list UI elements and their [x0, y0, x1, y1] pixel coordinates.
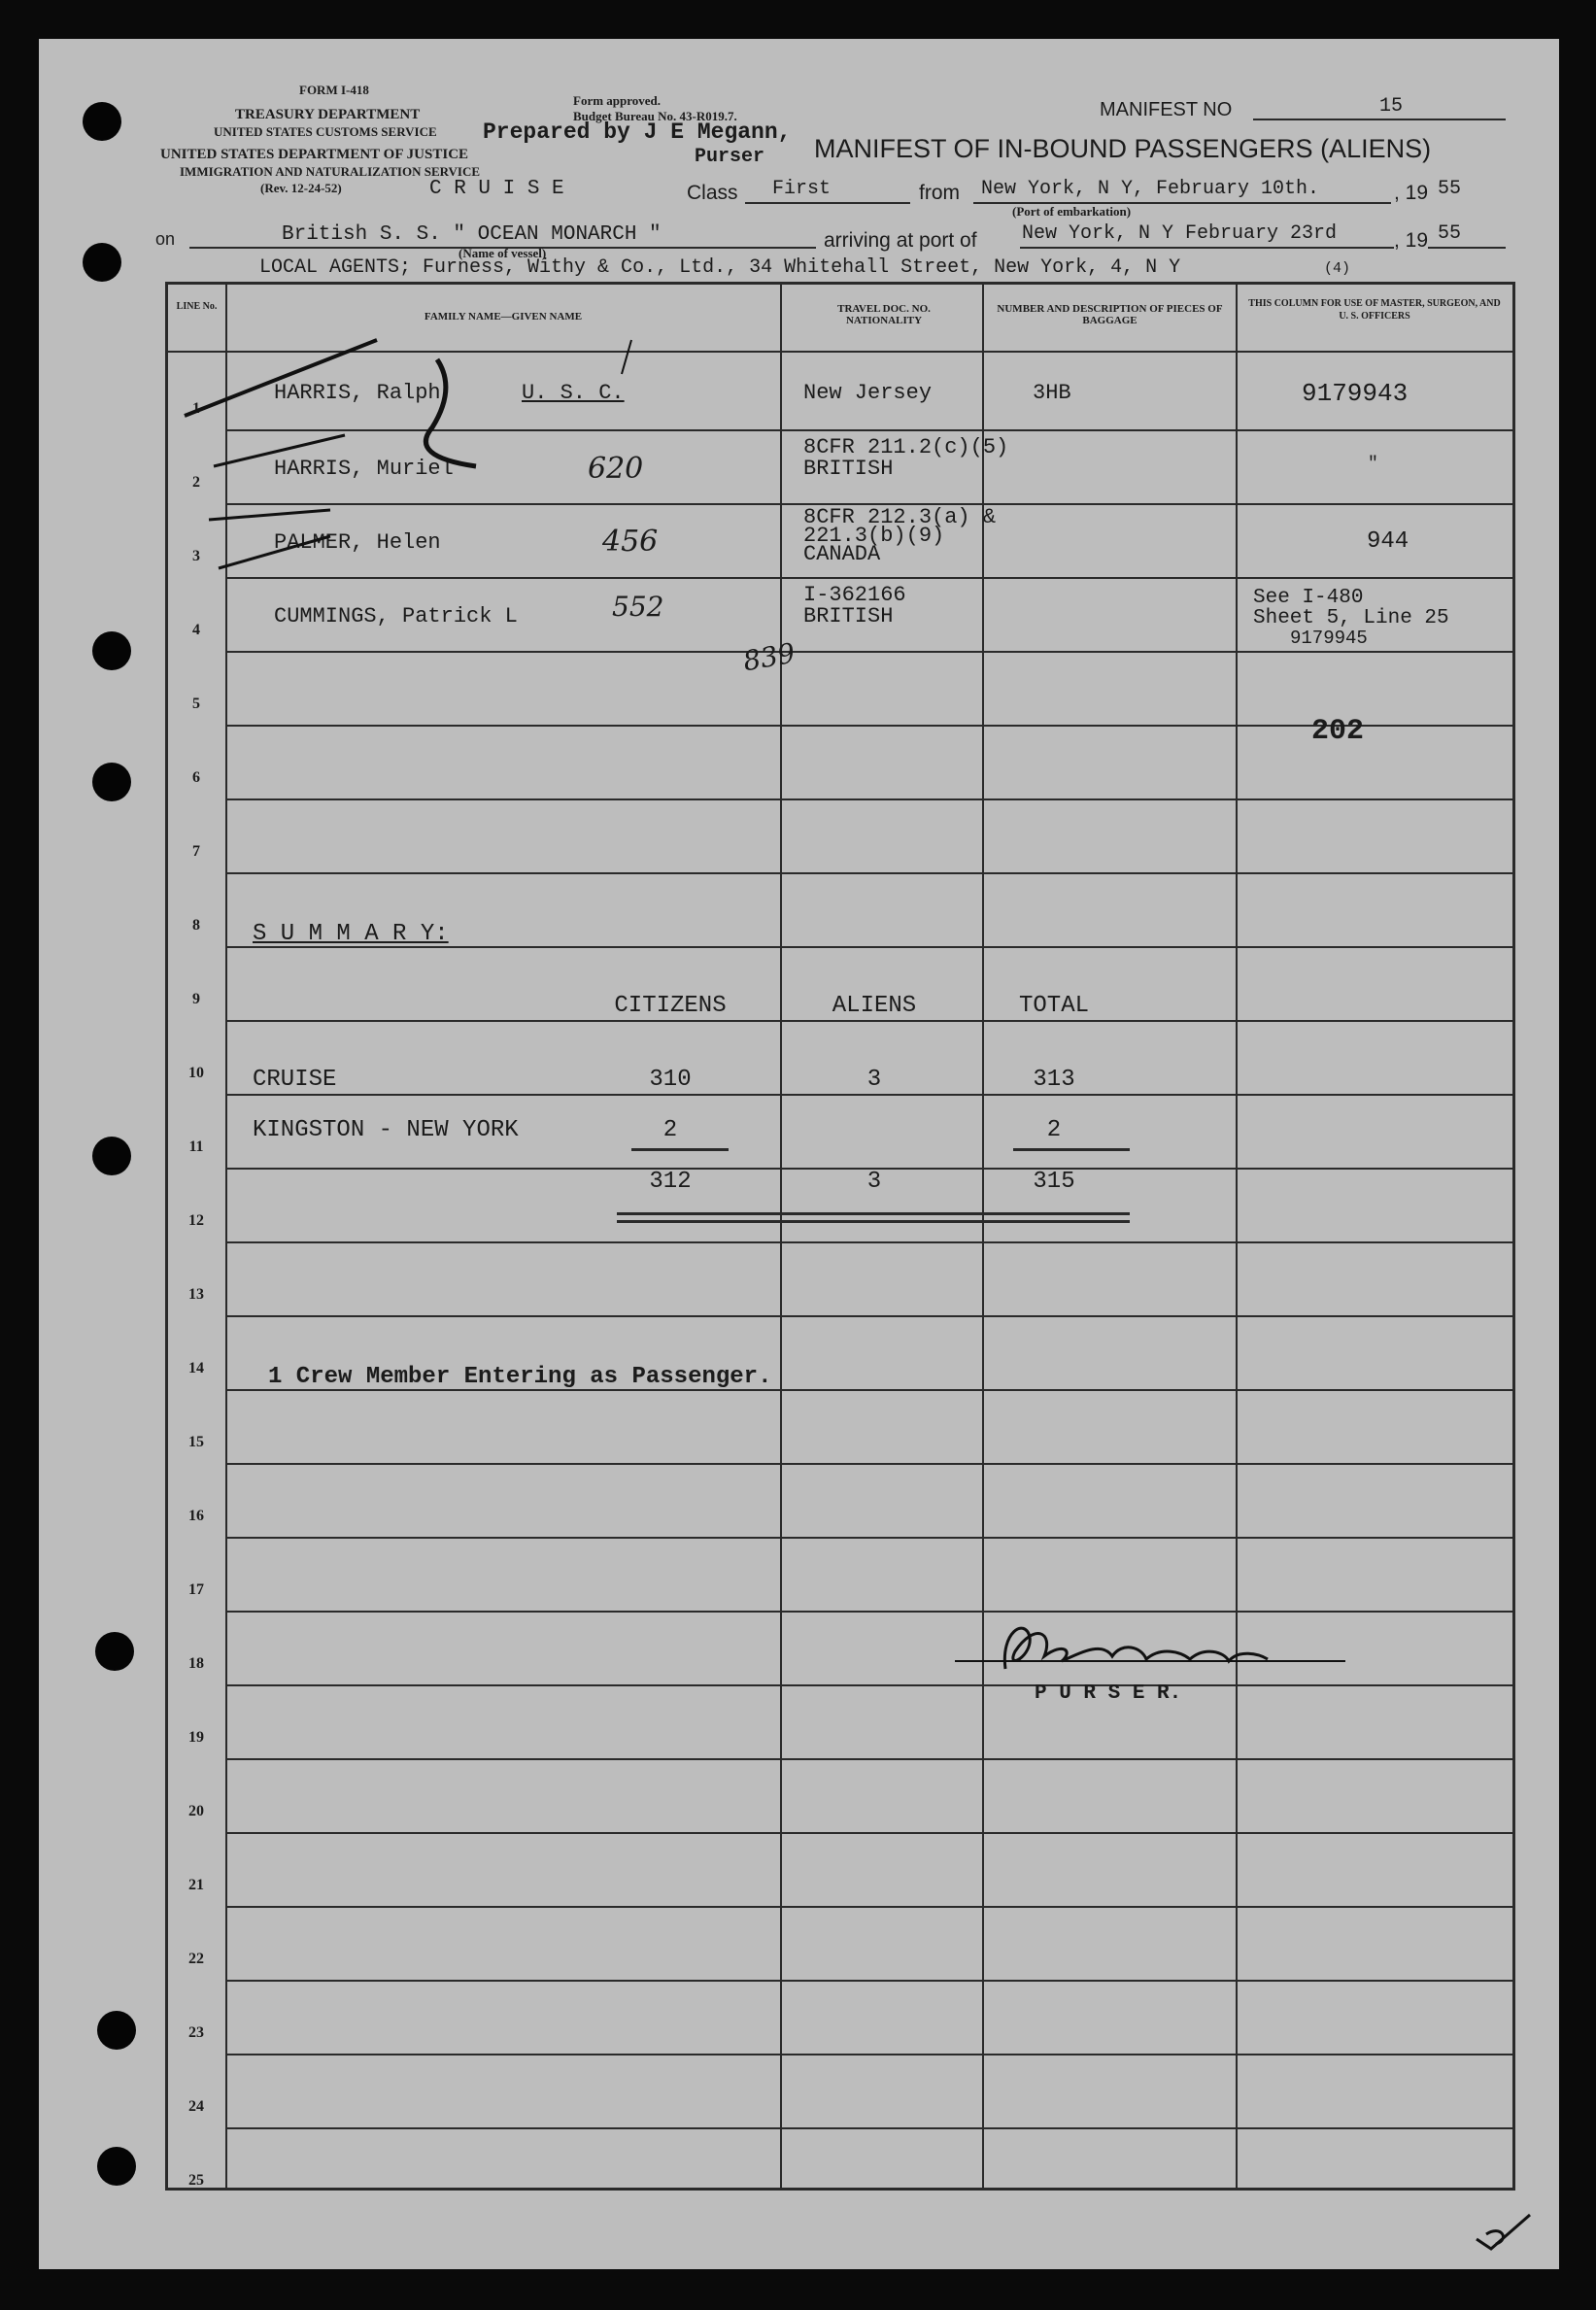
punch-hole: [92, 1137, 131, 1175]
line-number: 20: [188, 1803, 204, 1819]
line-number: 16: [188, 1508, 204, 1524]
line-number: 13: [188, 1286, 204, 1303]
summary-grand-total: 315: [1033, 1169, 1075, 1195]
punch-hole: [97, 2011, 136, 2050]
officer-note: Sheet 5, Line 25: [1253, 607, 1449, 629]
summary-row-label: KINGSTON - NEW YORK: [253, 1117, 519, 1143]
punch-hole: [83, 243, 121, 282]
from-label: from: [919, 182, 960, 204]
row-rule: [225, 1463, 1514, 1465]
line-number: 18: [188, 1655, 204, 1672]
officer-note: 944: [1367, 528, 1409, 555]
summary-header-citizens: CITIZENS: [614, 993, 727, 1019]
immigration-service: IMMIGRATION AND NATURALIZATION SERVICE: [180, 164, 481, 179]
row-rule: [225, 1906, 1514, 1908]
row-rule: [225, 2054, 1514, 2055]
cruise-stamp: C R U I S E: [429, 178, 564, 200]
summary-row-label: CRUISE: [253, 1067, 337, 1093]
nationality: CANADA: [803, 542, 881, 566]
class-value: First: [772, 178, 832, 200]
signature-title: P U R S E R.: [1035, 1682, 1182, 1705]
line-number: 24: [188, 2098, 204, 2115]
manifest-label: MANIFEST NO: [1100, 99, 1233, 120]
col-header-line-no: LINE No.: [176, 301, 218, 312]
row-rule: [225, 1684, 1514, 1686]
handwritten-note: 552: [612, 591, 664, 623]
row-rule: [225, 872, 1514, 874]
summary-citizens: 2: [662, 1117, 678, 1143]
manifest-title: MANIFEST OF IN-BOUND PASSENGERS (ALIENS): [814, 134, 1432, 163]
row-rule: [225, 2127, 1514, 2129]
punch-hole: [97, 2147, 136, 2186]
prepared-by: Prepared by J E Megann,: [483, 119, 792, 145]
summary-total-citizens: 312: [649, 1169, 692, 1195]
from-year-prefix: , 19: [1394, 182, 1429, 204]
travel-doc: I-362166: [803, 583, 906, 607]
col-header-baggage: NUMBER AND DESCRIPTION OF PIECES OF BAGGAGE: [997, 303, 1223, 326]
line-number: 8: [192, 917, 200, 934]
vessel-name: British S. S. " OCEAN MONARCH ": [282, 223, 662, 246]
line-number: 23: [188, 2024, 204, 2041]
handwritten-note: 620: [588, 452, 644, 486]
line-number: 9: [192, 991, 200, 1007]
form-number: FORM I-418: [299, 83, 369, 97]
punch-hole: [83, 102, 121, 141]
line-number: 19: [188, 1729, 204, 1746]
passenger-name: HARRIS, Ralph: [274, 381, 441, 405]
row-rule: [225, 1020, 1514, 1022]
line-number: 22: [188, 1951, 204, 1967]
line-number: 6: [192, 769, 200, 786]
passenger-name: HARRIS, Muriel: [274, 457, 454, 481]
agents-note: (4): [1324, 260, 1351, 277]
summary-heading: S U M M A R Y:: [253, 921, 449, 947]
travel-doc: 221.3(b)(9): [803, 524, 945, 548]
row-rule: [225, 1832, 1514, 1834]
officer-note: ": [1368, 455, 1378, 474]
line-number: 15: [188, 1434, 204, 1450]
punch-hole: [95, 1632, 134, 1671]
arriving-year: 55: [1438, 222, 1462, 245]
line-number: 2: [192, 474, 200, 491]
purser-label: Purser: [695, 146, 765, 168]
line-number: 10: [188, 1065, 204, 1081]
form-approved: Form approved.: [573, 93, 662, 108]
travel-doc: New Jersey: [803, 381, 933, 405]
handwritten-202: 202: [1311, 715, 1365, 748]
from-year: 55: [1438, 178, 1462, 200]
line-number: 14: [188, 1360, 204, 1376]
punch-hole: [92, 763, 131, 801]
summary-header-total: TOTAL: [1018, 993, 1089, 1019]
line-number: 11: [188, 1138, 204, 1155]
arriving-label: arriving at port of: [824, 229, 977, 252]
budget-bureau: Budget Bureau No. 43-R019.7.: [573, 109, 737, 123]
line-number: 1: [192, 400, 200, 417]
passenger-name: CUMMINGS, Patrick L: [274, 604, 518, 628]
crew-note: 1 Crew Member Entering as Passenger.: [268, 1364, 772, 1390]
col-header-officers: THIS COLUMN FOR USE OF MASTER, SURGEON, AND U. S. OFFICERS: [1248, 298, 1501, 322]
vessel-caption: (Name of vessel): [458, 246, 547, 260]
line-number: 3: [192, 548, 200, 564]
handwritten-note: 456: [602, 525, 659, 559]
local-agents: LOCAL AGENTS; Furness, Withy & Co., Ltd., 34 Whitehall Street, New York, 4, N Y: [259, 256, 1181, 279]
nationality: BRITISH: [803, 457, 894, 481]
row-rule: [225, 798, 1514, 800]
summary-total-aliens: 3: [866, 1169, 882, 1195]
row-rule: [225, 1315, 1514, 1317]
signature-image: [947, 1613, 1355, 1681]
arriving-year-prefix: , 19: [1394, 229, 1429, 252]
col-header-name: FAMILY NAME—GIVEN NAME: [424, 311, 583, 323]
travel-doc: 8CFR 212.3(a) &: [803, 505, 997, 529]
officer-note: See I-480: [1253, 587, 1364, 609]
row-rule: [225, 1537, 1514, 1539]
manifest-number: 15: [1379, 95, 1404, 118]
line-number: 4: [192, 622, 200, 638]
justice-dept: UNITED STATES DEPARTMENT OF JUSTICE: [160, 147, 469, 162]
summary-header-aliens: ALIENS: [832, 993, 917, 1019]
line-number: 21: [188, 1877, 204, 1893]
form-revision: (Rev. 12-24-52): [260, 181, 342, 195]
row-rule: [225, 1980, 1514, 1982]
officer-note: 9179945: [1290, 628, 1368, 649]
row-rule: [225, 1241, 1514, 1243]
row-rule: [225, 1094, 1514, 1096]
line-number: 17: [188, 1581, 204, 1598]
punch-hole: [92, 631, 131, 670]
baggage: 3HB: [1033, 381, 1071, 405]
manifest-page: [39, 39, 1559, 2269]
col-header-travel-doc: TRAVEL DOC. NO. NATIONALITY: [837, 303, 931, 326]
passenger-name: PALMER, Helen: [274, 530, 441, 555]
class-label: Class: [687, 182, 738, 204]
line-number: 25: [188, 2172, 204, 2189]
officer-note: 9179943: [1302, 379, 1409, 408]
on-label: on: [155, 229, 176, 249]
line-number: 7: [192, 843, 200, 860]
strike-marks: [175, 330, 664, 661]
customs-service: UNITED STATES CUSTOMS SERVICE: [214, 124, 437, 139]
row-rule: [225, 1758, 1514, 1760]
summary-total: 313: [1033, 1067, 1075, 1093]
treasury-dept: TREASURY DEPARTMENT: [235, 107, 421, 122]
citizenship-status: U. S. C.: [522, 381, 625, 405]
port-caption: (Port of embarkation): [1012, 204, 1132, 219]
corner-mark: [1472, 2205, 1540, 2254]
summary-aliens: 3: [866, 1067, 882, 1093]
travel-doc: 8CFR 211.2(c)(5): [803, 435, 1009, 459]
handwritten-839: 839: [740, 636, 798, 678]
line-number: 5: [192, 696, 200, 712]
from-value: New York, N Y, February 10th.: [981, 178, 1320, 200]
summary-total: 2: [1046, 1117, 1062, 1143]
summary-citizens: 310: [649, 1067, 692, 1093]
arriving-value: New York, N Y February 23rd: [1022, 222, 1338, 245]
line-number: 12: [188, 1212, 204, 1229]
nationality: BRITISH: [803, 604, 894, 628]
